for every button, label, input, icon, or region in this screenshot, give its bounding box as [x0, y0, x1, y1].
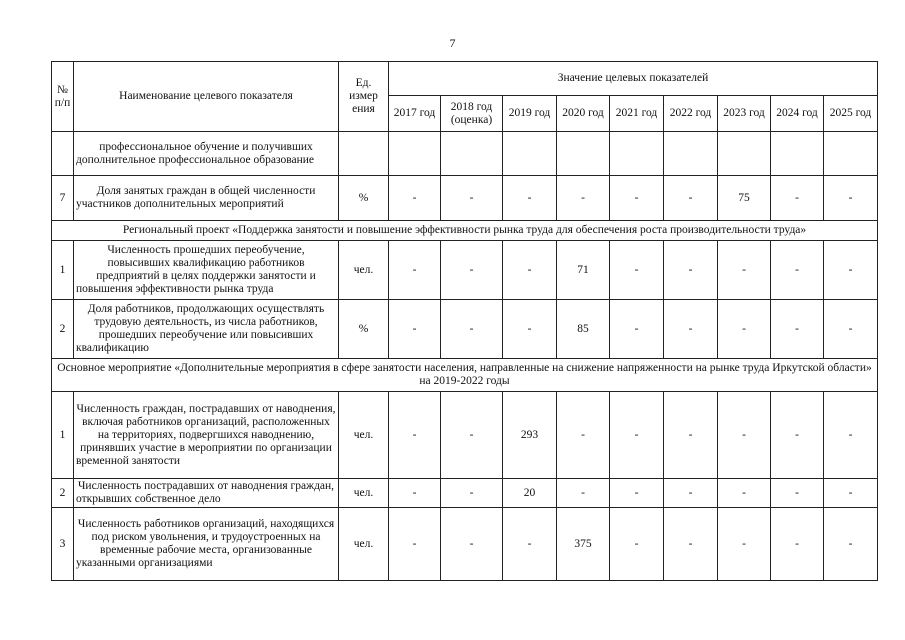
- value-cell: -: [664, 176, 718, 221]
- value-cell: [557, 132, 610, 176]
- value-cell: -: [389, 300, 441, 359]
- value-cell: [718, 132, 771, 176]
- value-cell: -: [610, 176, 664, 221]
- value-cell: -: [771, 241, 824, 300]
- unit: чел.: [339, 479, 389, 508]
- value-cell: -: [824, 300, 878, 359]
- value-cell: [610, 132, 664, 176]
- row-num: 2: [52, 300, 74, 359]
- unit: чел.: [339, 392, 389, 479]
- value-cell: -: [771, 392, 824, 479]
- value-cell: [441, 132, 503, 176]
- row-num: 1: [52, 392, 74, 479]
- header-year: 2022 год: [664, 96, 718, 132]
- table-row: [52, 132, 878, 176]
- value-cell: [664, 132, 718, 176]
- header-row: [52, 62, 878, 96]
- value-cell: -: [610, 392, 664, 479]
- value-cell: -: [389, 508, 441, 581]
- value-cell: 20: [503, 479, 557, 508]
- value-cell: -: [557, 176, 610, 221]
- value-cell: -: [771, 479, 824, 508]
- header-year: 2021 год: [610, 96, 664, 132]
- value-cell: -: [503, 508, 557, 581]
- unit: чел.: [339, 241, 389, 300]
- header-unit: Ед. измер ения: [339, 62, 389, 132]
- table-row: [52, 241, 878, 300]
- indicator-name: профессиональное обучение и получивших дополнительное профессиональное образование: [74, 132, 339, 176]
- row-num: 3: [52, 508, 74, 581]
- header-num: № п/п: [52, 62, 74, 132]
- value-cell: 75: [718, 176, 771, 221]
- indicator-name: Численность работников организаций, находящихся под риском увольнения, и трудоустроенных на временные рабочие места, организованные указанными организациями: [74, 508, 339, 581]
- value-cell: -: [441, 479, 503, 508]
- value-cell: -: [389, 241, 441, 300]
- value-cell: -: [771, 508, 824, 581]
- value-cell: -: [718, 479, 771, 508]
- row-num: 2: [52, 479, 74, 508]
- value-cell: -: [610, 300, 664, 359]
- value-cell: -: [389, 392, 441, 479]
- value-cell: -: [557, 479, 610, 508]
- value-cell: -: [718, 300, 771, 359]
- value-cell: [503, 132, 557, 176]
- section-row: [52, 359, 878, 392]
- value-cell: -: [389, 176, 441, 221]
- value-cell: -: [441, 392, 503, 479]
- value-cell: -: [718, 241, 771, 300]
- value-cell: -: [664, 300, 718, 359]
- indicator-name: Доля работников, продолжающих осуществлять трудовую деятельность, из числа работников, прошедших переобучение или повысивших квалификацию: [74, 300, 339, 359]
- value-cell: -: [771, 176, 824, 221]
- table-row: [52, 300, 878, 359]
- table-row: [52, 392, 878, 479]
- value-cell: -: [664, 508, 718, 581]
- value-cell: -: [718, 508, 771, 581]
- row-num: [52, 132, 74, 176]
- header-values-title: Значение целевых показателей: [389, 62, 878, 96]
- value-cell: -: [610, 241, 664, 300]
- page-number: 7: [449, 36, 456, 50]
- value-cell: -: [824, 241, 878, 300]
- value-cell: -: [824, 392, 878, 479]
- section-title: Основное мероприятие «Дополнительные мероприятия в сфере занятости населения, направленные на снижение напряженности на рынке труда Иркутской области» на 2019-2022 годы: [52, 359, 878, 392]
- value-cell: 375: [557, 508, 610, 581]
- table-row: [52, 479, 878, 508]
- value-cell: -: [610, 508, 664, 581]
- table-row: [52, 176, 878, 221]
- value-cell: -: [824, 508, 878, 581]
- header-year: 2017 год: [389, 96, 441, 132]
- header-year: 2023 год: [718, 96, 771, 132]
- value-cell: 71: [557, 241, 610, 300]
- unit: %: [339, 176, 389, 221]
- row-num: 1: [52, 241, 74, 300]
- value-cell: -: [664, 241, 718, 300]
- indicator-name: Численность граждан, пострадавших от наводнения, включая работников организаций, расположенных на территориях, подвергшихся наводнению, принявших участие в мероприятии по организации временной занятости: [74, 392, 339, 479]
- header-year: 2018 год (оценка): [441, 96, 503, 132]
- value-cell: -: [557, 392, 610, 479]
- header-year: 2019 год: [503, 96, 557, 132]
- unit: %: [339, 300, 389, 359]
- value-cell: [771, 132, 824, 176]
- header-year: 2025 год: [824, 96, 878, 132]
- header-year: 2024 год: [771, 96, 824, 132]
- value-cell: [389, 132, 441, 176]
- value-cell: -: [441, 300, 503, 359]
- indicator-name: Численность прошедших переобучение, повысивших квалификацию работников предприятий в целях поддержки занятости и повышения эффективности рынка труда: [74, 241, 339, 300]
- value-cell: [824, 132, 878, 176]
- value-cell: -: [771, 300, 824, 359]
- value-cell: -: [664, 479, 718, 508]
- value-cell: -: [503, 176, 557, 221]
- value-cell: -: [824, 479, 878, 508]
- unit: [339, 132, 389, 176]
- section-title: Региональный проект «Поддержка занятости и повышение эффективности рынка труда для обеспечения роста производительности труда»: [52, 221, 878, 241]
- value-cell: -: [503, 241, 557, 300]
- header-indicator-name: Наименование целевого показателя: [74, 62, 339, 132]
- value-cell: -: [441, 241, 503, 300]
- value-cell: -: [389, 479, 441, 508]
- indicator-name: Численность пострадавших от наводнения граждан, открывших собственное дело: [74, 479, 339, 508]
- row-num: 7: [52, 176, 74, 221]
- unit: чел.: [339, 508, 389, 581]
- section-row: [52, 221, 878, 241]
- value-cell: -: [664, 392, 718, 479]
- value-cell: -: [824, 176, 878, 221]
- target-indicators-table: [51, 61, 878, 581]
- value-cell: -: [441, 508, 503, 581]
- indicator-name: Доля занятых граждан в общей численности участников дополнительных мероприятий: [74, 176, 339, 221]
- value-cell: 293: [503, 392, 557, 479]
- header-year: 2020 год: [557, 96, 610, 132]
- value-cell: -: [610, 479, 664, 508]
- value-cell: -: [503, 300, 557, 359]
- value-cell: 85: [557, 300, 610, 359]
- table-row: [52, 508, 878, 581]
- value-cell: -: [718, 392, 771, 479]
- table-body: [52, 62, 878, 581]
- value-cell: -: [441, 176, 503, 221]
